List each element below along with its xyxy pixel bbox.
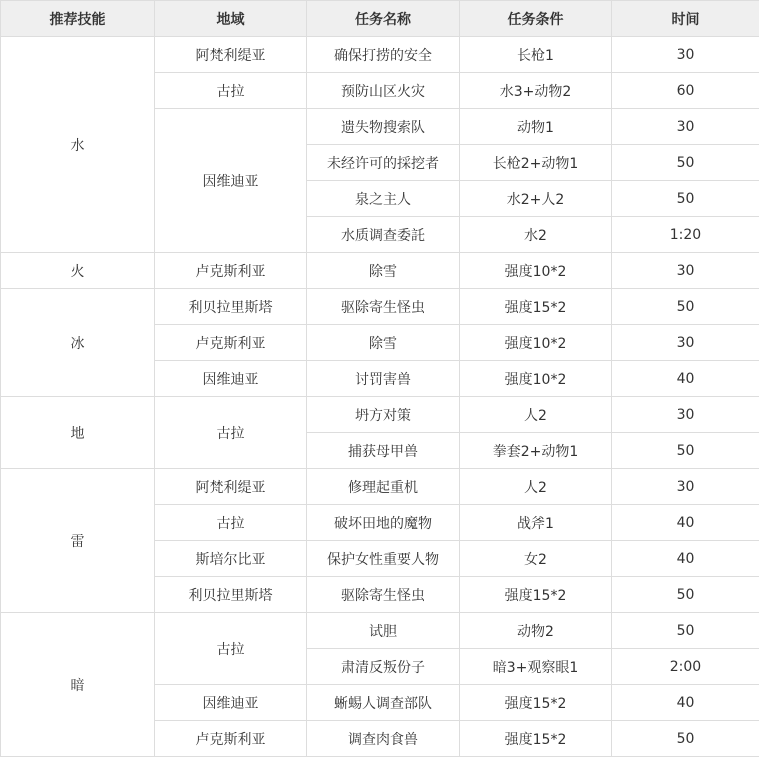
task-name-cell: 除雪 bbox=[307, 325, 460, 361]
time-cell: 50 bbox=[612, 181, 759, 217]
time-cell: 50 bbox=[612, 145, 759, 181]
region-cell: 因维迪亚 bbox=[155, 109, 307, 253]
region-cell: 因维迪亚 bbox=[155, 685, 307, 721]
header-region: 地域 bbox=[155, 1, 307, 37]
header-row bbox=[1, 1, 759, 37]
task-condition-cell: 动物2 bbox=[460, 613, 612, 649]
region-cell: 卢克斯利亚 bbox=[155, 721, 307, 757]
task-condition-cell: 战斧1 bbox=[460, 505, 612, 541]
task-name-cell: 预防山区火灾 bbox=[307, 73, 460, 109]
time-cell: 30 bbox=[612, 469, 759, 505]
region-cell: 古拉 bbox=[155, 613, 307, 685]
time-cell: 30 bbox=[612, 253, 759, 289]
task-name-cell: 坍方对策 bbox=[307, 397, 460, 433]
header-task-name: 任务名称 bbox=[307, 1, 460, 37]
time-cell: 50 bbox=[612, 721, 759, 757]
region-cell: 因维迪亚 bbox=[155, 361, 307, 397]
time-cell: 50 bbox=[612, 613, 759, 649]
skill-cell: 暗 bbox=[1, 613, 155, 757]
table-row bbox=[1, 289, 759, 325]
task-condition-cell: 水2+人2 bbox=[460, 181, 612, 217]
task-name-cell: 驱除寄生怪虫 bbox=[307, 577, 460, 613]
task-condition-cell: 长枪1 bbox=[460, 37, 612, 73]
region-cell: 古拉 bbox=[155, 505, 307, 541]
task-condition-cell: 拳套2+动物1 bbox=[460, 433, 612, 469]
header-task-condition: 任务条件 bbox=[460, 1, 612, 37]
task-name-cell: 破坏田地的魔物 bbox=[307, 505, 460, 541]
task-name-cell: 水质调查委託 bbox=[307, 217, 460, 253]
time-cell: 40 bbox=[612, 541, 759, 577]
header-skill: 推荐技能 bbox=[1, 1, 155, 37]
task-name-cell: 泉之主人 bbox=[307, 181, 460, 217]
time-cell: 40 bbox=[612, 505, 759, 541]
skill-cell: 雷 bbox=[1, 469, 155, 613]
task-name-cell: 确保打捞的安全 bbox=[307, 37, 460, 73]
header-time: 时间 bbox=[612, 1, 759, 37]
task-name-cell: 肃清反叛份子 bbox=[307, 649, 460, 685]
task-condition-cell: 强度10*2 bbox=[460, 325, 612, 361]
task-condition-cell: 强度10*2 bbox=[460, 361, 612, 397]
table-body bbox=[1, 37, 759, 757]
region-cell: 古拉 bbox=[155, 73, 307, 109]
task-condition-cell: 强度15*2 bbox=[460, 289, 612, 325]
task-name-cell: 除雪 bbox=[307, 253, 460, 289]
table-row bbox=[1, 37, 759, 73]
region-cell: 阿梵利缇亚 bbox=[155, 469, 307, 505]
task-condition-cell: 动物1 bbox=[460, 109, 612, 145]
task-condition-cell: 强度15*2 bbox=[460, 577, 612, 613]
region-cell: 斯培尔比亚 bbox=[155, 541, 307, 577]
region-cell: 卢克斯利亚 bbox=[155, 253, 307, 289]
task-name-cell: 修理起重机 bbox=[307, 469, 460, 505]
task-condition-cell: 女2 bbox=[460, 541, 612, 577]
time-cell: 50 bbox=[612, 289, 759, 325]
time-cell: 50 bbox=[612, 577, 759, 613]
task-name-cell: 捕获母甲兽 bbox=[307, 433, 460, 469]
task-name-cell: 试胆 bbox=[307, 613, 460, 649]
task-condition-cell: 暗3+观察眼1 bbox=[460, 649, 612, 685]
task-name-cell: 保护女性重要人物 bbox=[307, 541, 460, 577]
task-name-cell: 未经许可的採挖者 bbox=[307, 145, 460, 181]
skill-cell: 地 bbox=[1, 397, 155, 469]
time-cell: 40 bbox=[612, 361, 759, 397]
task-name-cell: 蜥蜴人调查部队 bbox=[307, 685, 460, 721]
time-cell: 40 bbox=[612, 685, 759, 721]
skill-cell: 水 bbox=[1, 37, 155, 253]
task-condition-cell: 强度10*2 bbox=[460, 253, 612, 289]
time-cell: 2:00 bbox=[612, 649, 759, 685]
time-cell: 30 bbox=[612, 397, 759, 433]
time-cell: 30 bbox=[612, 325, 759, 361]
task-condition-cell: 长枪2+动物1 bbox=[460, 145, 612, 181]
time-cell: 30 bbox=[612, 37, 759, 73]
table-row bbox=[1, 397, 759, 433]
time-cell: 1:20 bbox=[612, 217, 759, 253]
task-name-cell: 调查肉食兽 bbox=[307, 721, 460, 757]
table-row bbox=[1, 469, 759, 505]
skill-cell: 冰 bbox=[1, 289, 155, 397]
region-cell: 阿梵利缇亚 bbox=[155, 37, 307, 73]
task-name-cell: 遗失物搜索队 bbox=[307, 109, 460, 145]
time-cell: 60 bbox=[612, 73, 759, 109]
time-cell: 30 bbox=[612, 109, 759, 145]
task-condition-cell: 水3+动物2 bbox=[460, 73, 612, 109]
region-cell: 古拉 bbox=[155, 397, 307, 469]
region-cell: 卢克斯利亚 bbox=[155, 325, 307, 361]
table-row bbox=[1, 613, 759, 649]
task-condition-cell: 强度15*2 bbox=[460, 685, 612, 721]
region-cell: 利贝拉里斯塔 bbox=[155, 577, 307, 613]
table-row bbox=[1, 253, 759, 289]
task-name-cell: 讨罚害兽 bbox=[307, 361, 460, 397]
time-cell: 50 bbox=[612, 433, 759, 469]
task-condition-cell: 人2 bbox=[460, 469, 612, 505]
task-condition-cell: 人2 bbox=[460, 397, 612, 433]
skill-cell: 火 bbox=[1, 253, 155, 289]
task-condition-cell: 强度15*2 bbox=[460, 721, 612, 757]
task-name-cell: 驱除寄生怪虫 bbox=[307, 289, 460, 325]
region-cell: 利贝拉里斯塔 bbox=[155, 289, 307, 325]
task-condition-cell: 水2 bbox=[460, 217, 612, 253]
